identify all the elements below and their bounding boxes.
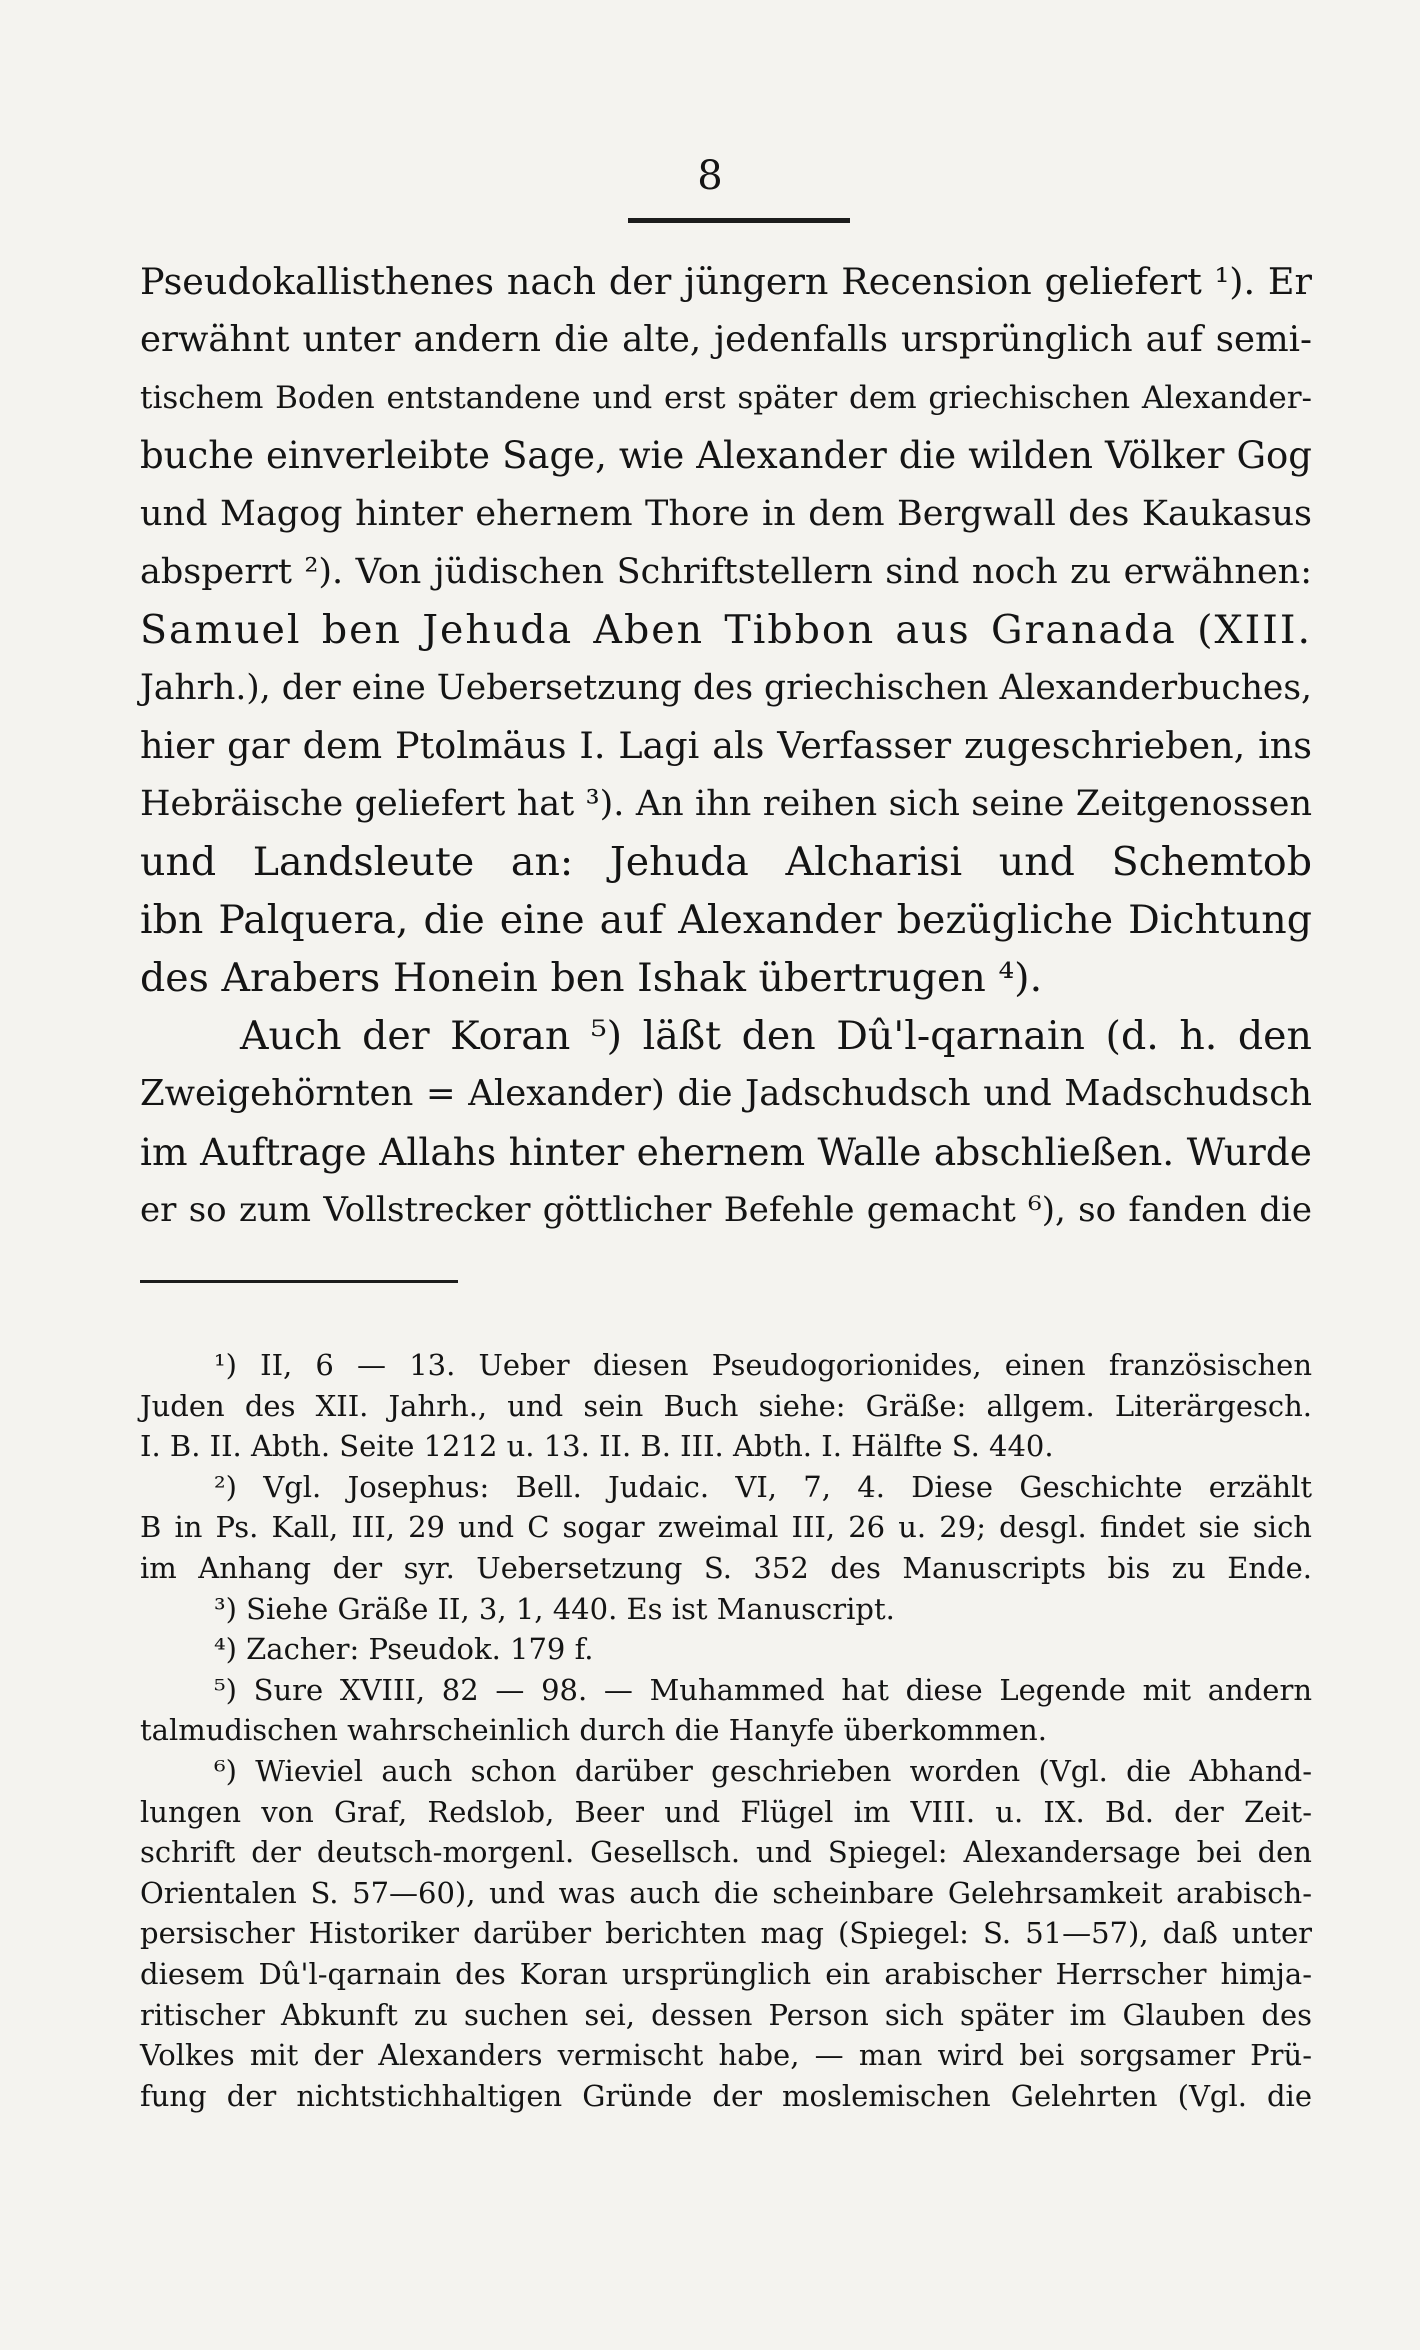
body-line: hier gar dem Ptolmäus I. Lagi als Verfasser zugeschrieben, ins bbox=[140, 724, 1312, 767]
body-line: Jahrh.), der eine Uebersetzung des griechischen Alexanderbuches, bbox=[140, 668, 1313, 708]
footnote-line: Volkes mit der Alexanders vermischt habe, — man wird bei sorgsamer Prü- bbox=[140, 2038, 1312, 2073]
body-line: und Magog hinter ehernem Thore in dem Bergwall des Kaukasus bbox=[140, 494, 1312, 534]
footnote-line: ⁴) Zacher: Pseudok. 179 f. bbox=[214, 1632, 594, 1667]
footnote-line: ²) Vgl. Josephus: Bell. Judaic. VI, 7, 4. Diese Geschichte erzählt bbox=[214, 1469, 1312, 1504]
body-line: Samuel ben Jehuda Aben Tibbon aus Granada (XIII. bbox=[140, 607, 1312, 653]
body-line: ibn Palquera, die eine auf Alexander bezügliche Dichtung bbox=[140, 897, 1312, 943]
footnote-line: Juden des XII. Jahrh., und sein Buch siehe: Gräße: allgem. Literärgesch. bbox=[140, 1388, 1312, 1423]
footnote-line: ritischer Abkunft zu suchen sei, dessen Person sich später im Glauben des bbox=[140, 1997, 1312, 2032]
body-line: Zweigehörnten = Alexander) die Jadschudsch und Madschudsch bbox=[140, 1073, 1312, 1114]
footnote-line: ⁵) Sure XVIII, 82 — 98. — Muhammed hat diese Legende mit andern bbox=[214, 1672, 1312, 1707]
body-line: erwähnt unter andern die alte, jedenfalls ursprünglich auf semi- bbox=[140, 319, 1312, 360]
body-line: buche einverleibte Sage, wie Alexander die wilden Völker Gog bbox=[140, 434, 1312, 477]
body-line: absperrt ²). Von jüdischen Schriftstellern sind noch zu erwähnen: bbox=[140, 552, 1312, 592]
footnote-line: ⁶) Wieviel auch schon darüber geschrieben worden (Vgl. die Abhand- bbox=[214, 1753, 1312, 1788]
body-line: des Arabers Honein ben Ishak übertrugen ⁴). bbox=[140, 955, 1043, 1001]
footnote-line: ¹) II, 6 — 13. Ueber diesen Pseudogorionides, einen französischen bbox=[214, 1348, 1312, 1382]
footnotes bbox=[140, 1345, 1312, 2116]
footnote-line: ³) Siehe Gräße II, 3, 1, 440. Es ist Manuscript. bbox=[214, 1591, 895, 1626]
body-line: im Auftrage Allahs hinter ehernem Walle abschließen. Wurde bbox=[140, 1130, 1312, 1174]
footnote-line: fung der nichtstichhaltigen Gründe der moslemischen Gelehrten (Vgl. die bbox=[140, 2078, 1312, 2113]
body-line: Pseudokallisthenes nach der jüngern Recension geliefert ¹). Er bbox=[140, 260, 1312, 303]
footnote-line: im Anhang der syr. Uebersetzung S. 352 des Manuscripts bis zu Ende. bbox=[140, 1550, 1312, 1585]
footnote-line: B in Ps. Kall, III, 29 und C sogar zweimal III, 26 u. 29; desgl. findet sie sich bbox=[140, 1510, 1312, 1545]
footnote-line: persischer Historiker darüber berichten mag (Spiegel: S. 51—57), daß unter bbox=[140, 1916, 1312, 1951]
body-line: Auch der Koran ⁵) läßt den Dû'l-qarnain (d. h. den bbox=[240, 1013, 1312, 1059]
body-line: er so zum Vollstrecker göttlicher Befehle gemacht ⁶), so fanden die bbox=[140, 1190, 1312, 1230]
main-text bbox=[140, 253, 1312, 1239]
footnote-rule bbox=[140, 1280, 458, 1283]
footnote-line: I. B. II. Abth. Seite 1212 u. 13. II. B. III. Abth. I. Hälfte S. 440. bbox=[140, 1429, 1054, 1464]
footnote-line: talmudischen wahrscheinlich durch die Hanyfe überkommen. bbox=[140, 1713, 1047, 1748]
footnote-line: lungen von Graf, Redslob, Beer und Flügel im VIII. u. IX. Bd. der Zeit- bbox=[140, 1794, 1312, 1829]
footnote-line: schrift der deutsch-morgenl. Gesellsch. und Spiegel: Alexandersage bei den bbox=[140, 1835, 1312, 1870]
page-number: 8 bbox=[697, 153, 723, 199]
body-line: Hebräische geliefert hat ³). An ihn reihen sich seine Zeitgenossen bbox=[140, 784, 1312, 824]
header-rule bbox=[628, 218, 850, 223]
body-line: und Landsleute an: Jehuda Alcharisi und Schemtob bbox=[140, 839, 1312, 885]
footnote-line: diesem Dû'l-qarnain des Koran ursprünglich ein arabischer Herrscher himja- bbox=[140, 1956, 1312, 1991]
body-line: tischem Boden entstandene und erst später dem griechischen Alexander- bbox=[140, 380, 1312, 416]
footnote-line: Orientalen S. 57—60), und was auch die scheinbare Gelehrsamkeit arabisch- bbox=[140, 1875, 1312, 1910]
